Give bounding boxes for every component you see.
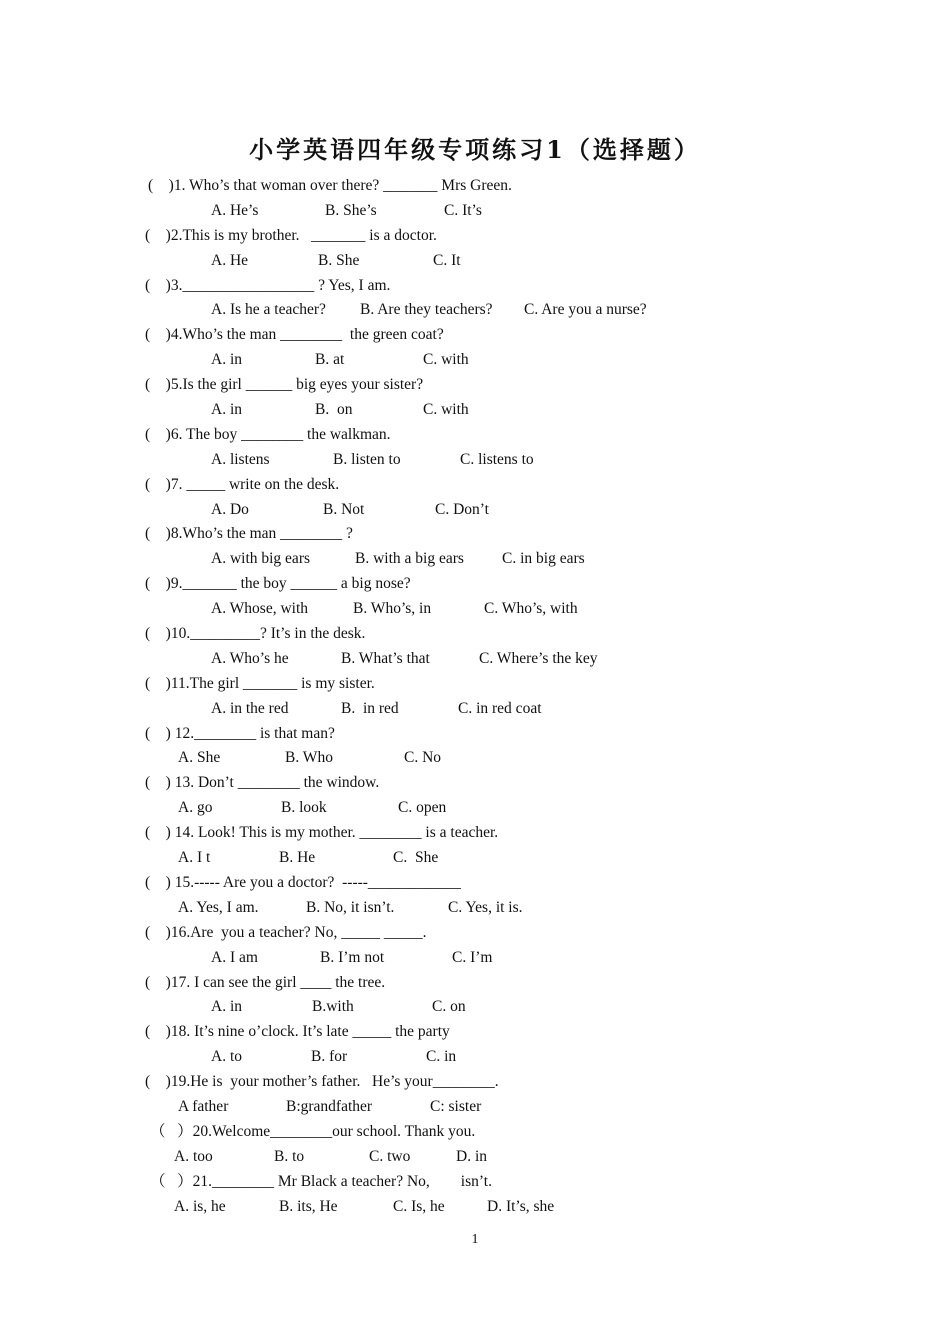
question-text: ( )5.Is the girl ______ big eyes your sister? [145,376,424,394]
question-stem [0,971,950,996]
answer-option: D. It’s, she [487,1197,555,1215]
answer-option: B. What’s that [341,649,430,667]
answer-option: C. in red coat [458,699,542,717]
options-row [0,199,950,224]
question-stem [0,473,950,498]
answer-option: B. for [311,1048,348,1066]
options-row [0,946,950,971]
answer-option: A. I t [178,849,211,867]
answer-option: B. Who [285,749,333,767]
answer-option: C. with [423,351,469,369]
question-stem [0,921,950,946]
question-text: ( )1. Who’s that woman over there? _______ Mrs Green. [148,177,512,194]
answer-option: B. listen to [333,450,401,468]
options-row [0,249,950,274]
answer-option: B. He [279,849,316,867]
question-stem [0,622,950,647]
answer-option: B. She’s [325,201,377,219]
page-title: 小学英语四年级专项练习1（选择题） [249,135,701,164]
question-text: ( )17. I can see the girl ____ the tree. [145,973,386,991]
question-text: ( )11.The girl _______ is my sister. [145,674,375,692]
answer-option: A. listens [211,450,270,468]
options-row [0,697,950,722]
answer-option: B.with [312,998,354,1016]
answer-option: A. in [211,351,242,369]
question-text: ( )7. _____ write on the desk. [145,475,340,493]
options-row [0,995,950,1020]
options-row [0,647,950,672]
answer-option: A. is, he [174,1197,226,1215]
answer-option: B. to [274,1147,305,1165]
options-row [0,796,950,821]
answer-option: A. with big ears [211,550,311,568]
answer-option: A. go [178,799,213,817]
answer-option: A. Is he a teacher? [211,301,326,319]
question-text: ( )10._________? It’s in the desk. [145,625,366,643]
question-stem [0,771,950,796]
answer-option: A. in the red [211,699,289,717]
question-list [0,174,950,1219]
question-stem [0,323,950,348]
answer-option: C: sister [430,1097,482,1115]
answer-option: C. with [423,401,469,419]
answer-option: B. Not [323,500,365,518]
question-stem [0,1070,950,1095]
answer-option: C. It’s [444,201,482,219]
answer-option: B. on [315,401,353,419]
question-stem [0,274,950,299]
answer-option: C. She [393,849,439,867]
options-row [0,498,950,523]
answer-option: A. too [174,1147,213,1165]
answer-option: C. in big ears [502,550,585,568]
answer-option: C. open [398,799,447,817]
question-text: ( )6. The boy ________ the walkman. [145,425,391,443]
question-text: ( ) 13. Don’t ________ the window. [145,774,380,792]
question-stem [0,572,950,597]
page-number: 1 [471,1232,479,1247]
options-row [0,597,950,622]
answer-option: A. I am [211,948,258,966]
question-text: ( )8.Who’s the man ________ ? [145,525,353,543]
answer-option: C. Don’t [435,500,489,518]
answer-option: A. Whose, with [211,600,309,618]
question-stem [0,174,950,199]
answer-option: C. No [404,749,442,767]
options-row [0,896,950,921]
answer-option: B. She [318,251,360,269]
question-stem [0,1020,950,1045]
question-text: ( )18. It’s nine o’clock. It’s late _____ the party [145,1023,450,1041]
question-text: ( )19.He is your mother’s father. He’s your________. [145,1073,499,1091]
options-row [0,348,950,373]
question-text: ( ) 15.----- Are you a doctor? -----____________ [145,873,461,891]
answer-option: C. listens to [460,450,534,468]
answer-option: C. on [432,998,466,1016]
answer-option: B. at [315,351,345,369]
answer-option: A. to [211,1048,242,1066]
options-row [0,547,950,572]
question-stem [0,224,950,249]
answer-option: B. No, it isn’t. [306,898,395,916]
options-row [0,398,950,423]
question-text: （ ）21.________ Mr Black a teacher? No, isn’t. [150,1172,492,1190]
question-stem [0,1170,950,1195]
answer-option: C. Where’s the key [479,649,598,667]
answer-option: C. Yes, it is. [448,898,523,916]
options-row [0,846,950,871]
options-row [0,298,950,323]
question-text: ( ) 12.________ is that man? [145,724,335,742]
answer-option: A. in [211,401,242,419]
options-row [0,448,950,473]
answer-option: C. It [433,251,461,269]
answer-option: B. Who’s, in [353,600,432,618]
question-stem [0,373,950,398]
question-text: ( )3._________________ ? Yes, I am. [145,276,391,294]
answer-option: A. She [178,749,221,767]
options-row [0,1145,950,1170]
options-row [0,746,950,771]
answer-option: A. Who’s he [211,649,289,667]
answer-option: C. in [426,1048,457,1066]
options-row [0,1045,950,1070]
question-text: ( )9._______ the boy ______ a big nose? [145,575,411,593]
answer-option: C. Who’s, with [484,600,578,618]
answer-option: A. in [211,998,242,1016]
answer-option: B. I’m not [320,948,385,966]
answer-option: A father [178,1097,229,1115]
question-text: ( )16.Are you a teacher? No, _____ _____. [145,923,427,941]
answer-option: B. look [281,799,327,817]
answer-option: C. Are you a nurse? [524,301,647,319]
question-text: ( )4.Who’s the man ________ the green coat? [145,326,444,344]
question-text: ( )2.This is my brother. _______ is a doctor. [145,226,437,244]
question-stem [0,871,950,896]
question-stem [0,672,950,697]
answer-option: B. in red [341,699,399,717]
answer-option: A. He [211,251,249,269]
answer-option: A. Yes, I am. [178,898,259,916]
answer-option: A. Do [211,500,249,518]
answer-option: B. Are they teachers? [360,301,493,319]
question-stem [0,423,950,448]
question-stem [0,722,950,747]
answer-option: D. in [456,1147,487,1165]
question-stem [0,522,950,547]
answer-option: C. I’m [452,948,493,966]
answer-option: A. He’s [211,201,259,219]
options-row [0,1095,950,1120]
question-text: ( ) 14. Look! This is my mother. ________ is a teacher. [145,824,499,842]
question-stem [0,821,950,846]
answer-option: C. Is, he [393,1197,445,1215]
options-row [0,1195,950,1220]
answer-option: B. its, He [279,1197,338,1215]
question-text: （ ）20.Welcome________our school. Thank you. [150,1122,476,1140]
answer-option: B. with a big ears [355,550,464,568]
question-stem [0,1120,950,1145]
answer-option: B:grandfather [286,1097,373,1115]
answer-option: C. two [369,1147,411,1165]
